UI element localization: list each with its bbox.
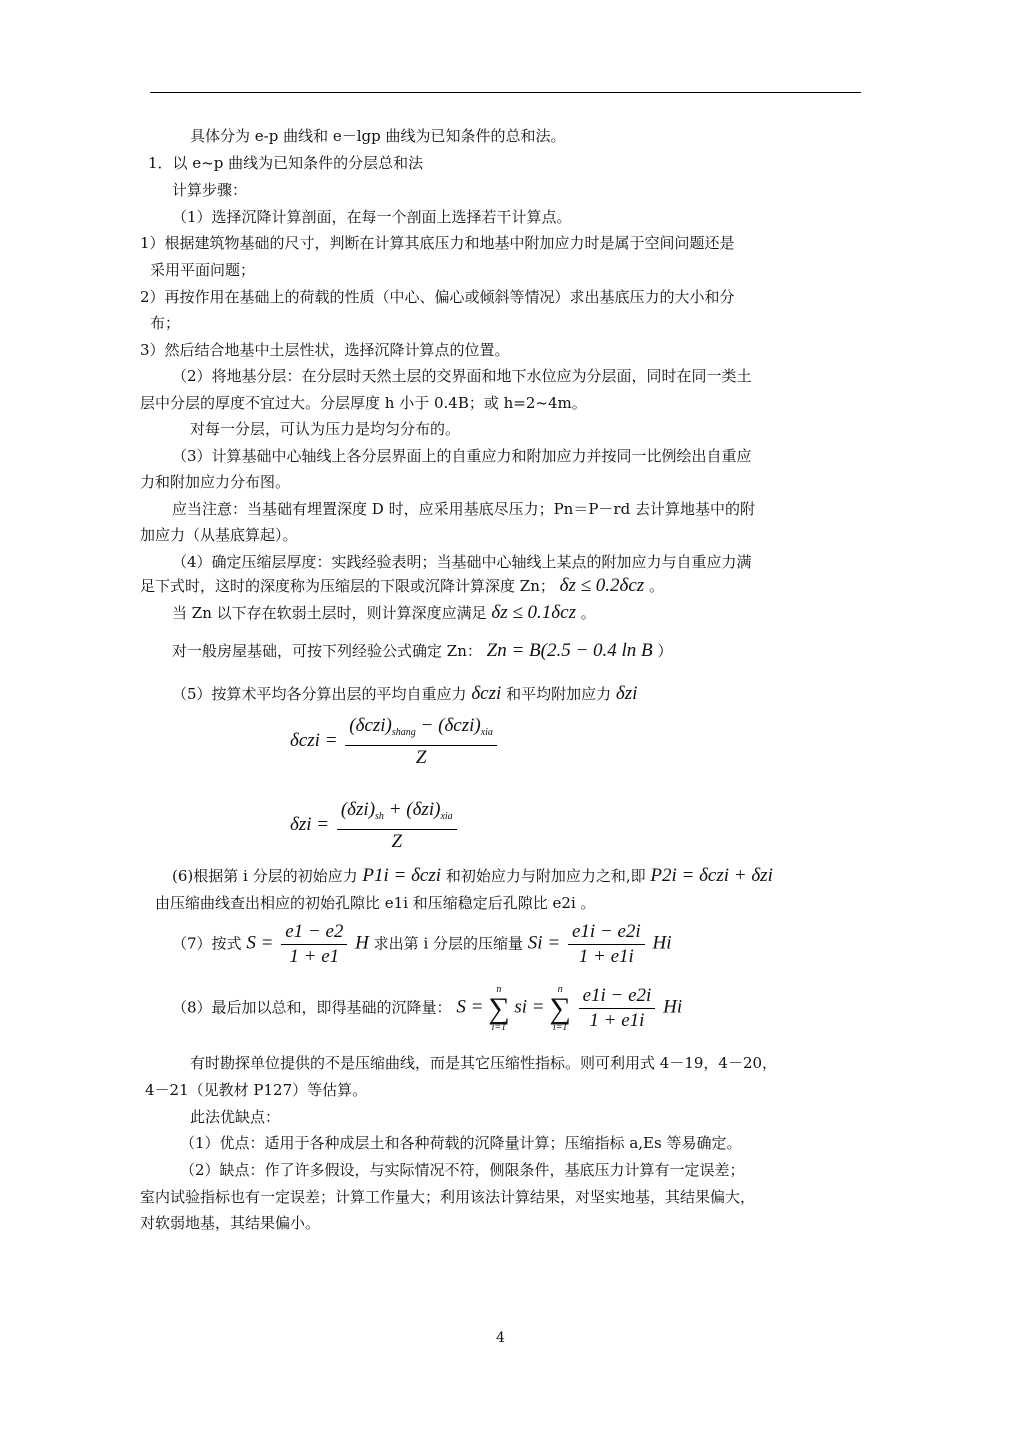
text-line: （2）将地基分层：在分层时天然土层的交界面和地下水位应为分层面，同时在同一类土 — [172, 367, 752, 385]
text-line: 室内试验指标也有一定误差；计算工作量大；利用该法计算结果，对坚实地基，其结果偏大， — [140, 1188, 756, 1206]
numerator: e1i − e2i — [568, 920, 645, 945]
text-line: （4）确定压缩层厚度：实践经验表明；当基础中心轴线上某点的附加应力与自重应力满 — [172, 553, 752, 571]
fraction — [281, 920, 347, 969]
sum-lower: i=1 — [491, 1021, 507, 1033]
text-line — [172, 920, 671, 969]
formula-lhs: S = — [456, 996, 484, 1018]
text: 和平均附加应力 — [506, 685, 612, 703]
fraction — [568, 920, 645, 969]
display-formula — [290, 714, 500, 770]
denominator: 1 + e1 — [289, 946, 340, 967]
sum-upper: n — [557, 983, 563, 995]
math-inline: P2i = δczi + δzi — [650, 865, 773, 886]
text-line — [172, 866, 773, 886]
math-inline: δz ≤ 0.2δcz — [559, 575, 645, 596]
display-formula — [290, 798, 460, 854]
math-symbol: si = — [514, 996, 545, 1018]
formula-lhs: S = — [246, 932, 274, 954]
text-line: （1）选择沉降计算剖面，在每一个剖面上选择若干计算点。 — [172, 208, 572, 226]
text-line: 加应力（从基底算起）。 — [140, 526, 298, 544]
text: 当 Zn 以下存在软弱土层时，则计算深度应满足 — [172, 604, 487, 622]
text-line — [172, 984, 682, 1033]
math-inline: δzi — [615, 683, 638, 704]
formula-lhs: δzi = — [290, 814, 330, 835]
text-line — [172, 684, 637, 704]
text: 和初始应力与附加应力之和,即 — [445, 867, 646, 885]
denominator: Z — [415, 747, 427, 768]
text-line: 4－21（见教材 P127）等估算。 — [145, 1081, 368, 1099]
fraction — [337, 798, 457, 854]
math-symbol: H — [355, 932, 369, 954]
sum-sign: ∑ — [488, 991, 510, 1025]
math-symbol: Hi — [652, 932, 672, 954]
numerator: e1i − e2i — [579, 984, 656, 1009]
summation — [488, 985, 509, 1033]
numerator — [345, 714, 497, 746]
text-line: 计算步骤： — [172, 181, 248, 199]
fraction — [345, 714, 497, 770]
formula-lhs: δczi = — [290, 730, 338, 751]
page-number: 4 — [496, 1330, 505, 1346]
text-line: 3）然后结合地基中土层性状，选择沉降计算点的位置。 — [140, 341, 510, 359]
num-op: − — [415, 715, 439, 736]
subscript: shang — [391, 727, 416, 738]
text-line: 1）根据建筑物基础的尺寸，判断在计算其底压力和地基中附加应力时是属于空间问题还是 — [140, 234, 735, 252]
denominator: 1 + e1i — [589, 1010, 645, 1031]
text-line: 有时勘探单位提供的不是压缩曲线，而是其它压缩性指标。则可利用式 4－19，4－20， — [190, 1054, 778, 1072]
num-op: + — [383, 799, 407, 820]
math-inline: Zn = B(2.5 − 0.4 ln B — [486, 640, 653, 661]
text: 。 — [580, 604, 596, 622]
text-line — [172, 603, 596, 623]
text: 足下式时，这时的深度称为压缩层的下限或沉降计算深度 Zn； — [140, 577, 555, 595]
sum-upper: n — [496, 983, 502, 995]
math-inline: δczi — [471, 683, 502, 704]
math-symbol: Hi — [663, 996, 683, 1018]
num-term: (δczi) — [438, 715, 481, 736]
text-line: 布； — [150, 314, 181, 332]
text-line: （1）优点：适用于各种成层土和各种荷载的沉降量计算；压缩指标 a,Es 等易确定。 — [180, 1134, 742, 1152]
text: （5）按算术平均各分算出层的平均自重应力 — [172, 685, 467, 703]
text: (6)根据第 i 分层的初始应力 — [172, 867, 358, 885]
math-inline: P1i = δczi — [362, 865, 442, 886]
numerator — [337, 798, 457, 830]
text-line: 此法优缺点： — [190, 1108, 281, 1126]
text: 求出第 i 分层的压缩量 — [373, 934, 524, 953]
text: 对一般房屋基础，可按下列经验公式确定 Zn： — [172, 642, 482, 660]
text-line: 对软弱地基，其结果偏小。 — [140, 1214, 321, 1232]
numerator: e1 − e2 — [281, 920, 347, 945]
section-heading: 1．以 e~p 曲线为已知条件的分层总和法 — [148, 154, 424, 172]
num-term: (δzi) — [340, 799, 376, 820]
formula-lhs: Si = — [527, 932, 561, 954]
header-rule — [150, 92, 861, 93]
text-line: 力和附加应力分布图。 — [140, 473, 291, 491]
sum-lower: i=1 — [552, 1021, 568, 1033]
num-term: (δczi) — [349, 715, 392, 736]
num-term: (δzi) — [406, 799, 441, 820]
text-line: 对每一分层，可认为压力是均匀分布的。 — [190, 420, 461, 438]
text: （7）按式 — [172, 934, 242, 953]
text-line: （3）计算基础中心轴线上各分层界面上的自重应力和附加应力并按同一比例绘出自重应 — [172, 447, 752, 465]
fraction — [579, 984, 656, 1033]
text-line: 具体分为 e-p 曲线和 e－lgp 曲线为已知条件的总和法。 — [190, 127, 566, 145]
text: ） — [657, 642, 673, 660]
denominator: Z — [391, 831, 403, 852]
text-line — [172, 641, 672, 661]
text: （8）最后加以总和，即得基础的沉降量： — [172, 998, 452, 1017]
text-line — [140, 576, 664, 596]
text-line: 采用平面问题； — [150, 261, 256, 279]
text-line: （2）缺点：作了许多假设，与实际情况不符，侧限条件，基底压力计算有一定误差； — [180, 1161, 745, 1179]
subscript: sh — [375, 811, 384, 822]
text-line: 层中分层的厚度不宜过大。分层厚度 h 小于 0.4B；或 h=2~4m。 — [140, 394, 587, 412]
denominator: 1 + e1i — [578, 946, 634, 967]
text-line: 2）再按作用在基础上的荷载的性质（中心、偏心或倾斜等情况）求出基底压力的大小和分 — [140, 288, 735, 306]
sum-sign: ∑ — [549, 991, 571, 1025]
text-line: 应当注意：当基础有埋置深度 D 时，应采用基底尽压力；Pn＝P－rd 去计算地基中的附 — [172, 500, 755, 518]
text: 。 — [649, 577, 665, 595]
subscript: xia — [480, 727, 493, 738]
math-inline: δz ≤ 0.1δcz — [491, 602, 576, 623]
text-line: 由压缩曲线查出相应的初始孔隙比 e1i 和压缩稳定后孔隙比 e2i 。 — [155, 894, 596, 912]
subscript: xia — [440, 811, 453, 822]
summation — [549, 985, 570, 1033]
